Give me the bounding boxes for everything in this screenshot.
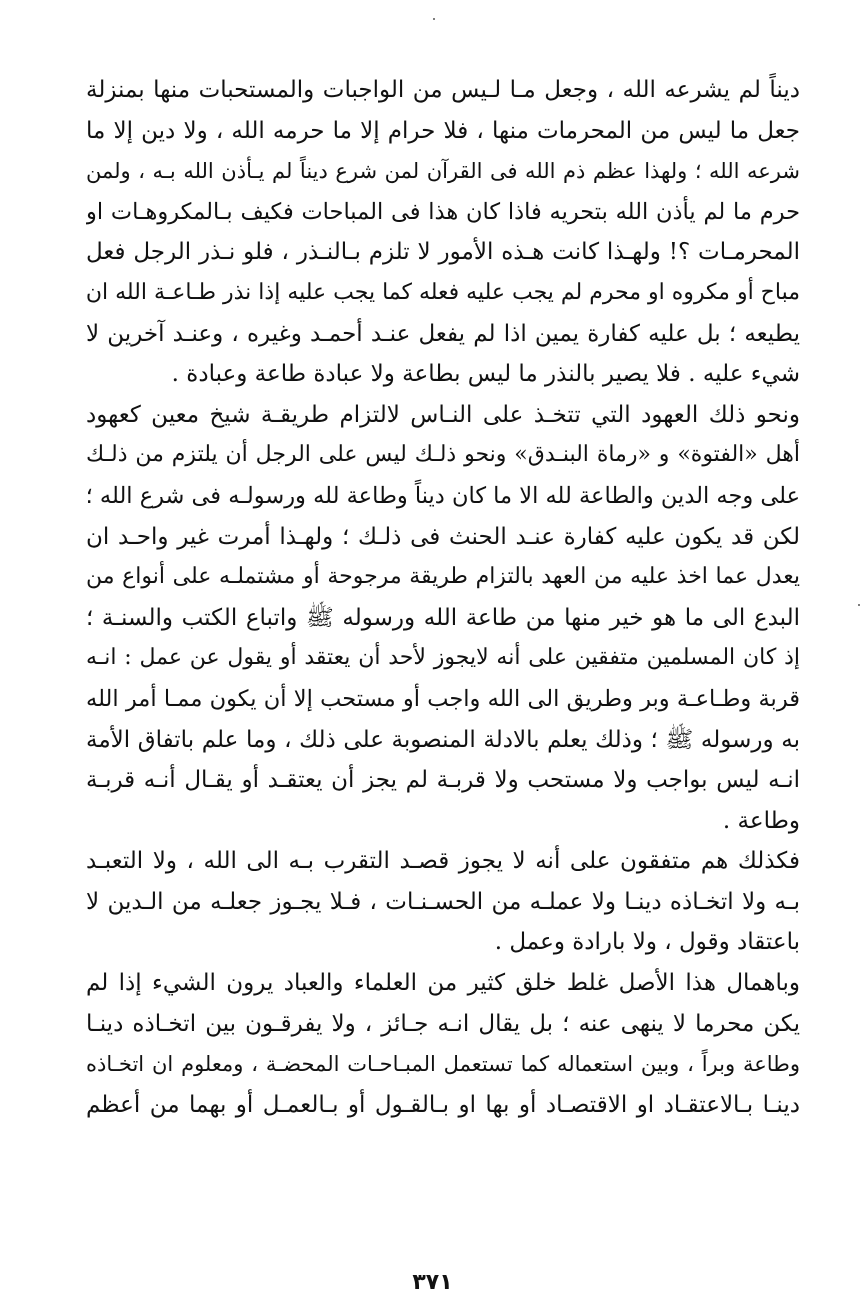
text-line: حرم ما لم يأذن الله بتحريه فاذا كان هذا فى المباحات فكيف بـالمكروهـات او <box>86 198 800 225</box>
text-line: على وجه الدين والطاعة لله الا ما كان ديناً وطاعة لله ورسولـه فى شرع الله ؛ <box>86 482 800 509</box>
page-text <box>86 70 800 1125</box>
scan-speck <box>858 604 860 606</box>
text-line: وطاعة . <box>722 807 800 834</box>
text-line: لكن قد يكون عليه كفارة عنـد الحنث فى ذلـك ؛ ولهـذا أمرت غير واحـد ان <box>86 523 800 550</box>
text-line: جعل ما ليس من المحرمات منها ، فلا حرام إلا ما حرمه الله ، ولا دين إلا ما <box>86 117 800 144</box>
text-line: وباهمال هذا الأصل غلط خلق كثير من العلماء والعباد يرون الشيء إذا لم <box>86 970 800 997</box>
text-line: يطيعه ؛ بل عليه كفارة يمين اذا لم يفعل عنـد أحمـد وغيره ، وعنـد آخرين لا <box>86 320 800 347</box>
text-line: وطاعة وبراً ، وبين استعماله كما تستعمل المبـاحـات المحضـة ، ومعلوم ان اتخـاذه <box>86 1052 800 1077</box>
text-line: ونحو ذلك العهود التي تتخـذ على النـاس لالتزام طريقـة شيخ معين كعهود <box>86 401 800 428</box>
text-line: ديناً لم يشرعه الله ، وجعل مـا لـيس من الواجبات والمستحبات منها بمنزلة <box>86 77 800 103</box>
text-line: شرعه الله ؛ ولهذا عظم ذم الله فى القرآن لمن شرع ديناً لم يـأذن الله بـه ، ولمن <box>86 159 800 184</box>
page-number: ٣٧١ <box>412 1270 453 1295</box>
text-line: إذ كان المسلمين متفقين على أنه لايجوز لأحد أن يعتقد أو يقول عن عمل : انـه <box>86 645 800 671</box>
text-line: بـه ولا اتخـاذه دينـا ولا عملـه من الحسـنـات ، فـلا يجـوز جعلـه من الـدين لا <box>86 888 800 915</box>
text-line: باعتقاد وقول ، ولا بارادة وعمل . <box>494 929 800 956</box>
text-line: شيء عليه . فلا يصير بالنذر ما ليس بطاعة ولا عبادة طاعة وعبادة . <box>171 361 800 388</box>
text-line: به ورسوله ﷺ ؛ وذلك يعلم بالادلة المنصوبة على ذلك ، وما علم باتفاق الأمة <box>86 726 800 753</box>
text-line: مباح أو مكروه او محرم لم يجب عليه فعله كما يجب عليه إذا نذر طـاعـة الله ان <box>86 279 800 305</box>
text-line: يكن محرما لا ينهى عنه ؛ بل يقال انـه جـائز ، ولا يفرقـون بين اتخـاذه دينـا <box>86 1010 800 1037</box>
text-line: يعدل عما اخذ عليه من العهد بالتزام طريقة مرجوحة أو مشتملـه على أنواع من <box>86 564 800 590</box>
text-line: انـه ليس بواجب ولا مستحب ولا قربـة لم يجز أن يعتقـد أو يقـال أنـه قربـة <box>86 767 800 794</box>
text-line: فكذلك هم متفقون على أنه لا يجوز قصـد التقرب بـه الى الله ، ولا التعبـد <box>86 848 800 875</box>
text-line: قربة وطـاعـة وبر وطريق الى الله واجب أو مستحب إلا أن يكون ممـا أمر الله <box>86 685 800 712</box>
text-line: البدع الى ما هو خير منها من طاعة الله ورسوله ﷺ واتباع الكتب والسنـة ؛ <box>86 604 800 631</box>
text-line: المحرمـات ؟! ولهـذا كانت هـذه الأمور لا تلزم بـالنـذر ، فلو نـذر الرجل فعل <box>86 239 800 266</box>
text-line: دينـا بـالاعتقـاد او الاقتصـاد أو بها او بـالقـول أو بـالعمـل أو بهما من أعظم <box>86 1091 800 1118</box>
scan-speck <box>433 18 435 20</box>
text-line: أهل «الفتوة» و «رماة البنـدق» ونحو ذلـك ليس على الرجل أن يلتزم من ذلـك <box>86 442 800 468</box>
